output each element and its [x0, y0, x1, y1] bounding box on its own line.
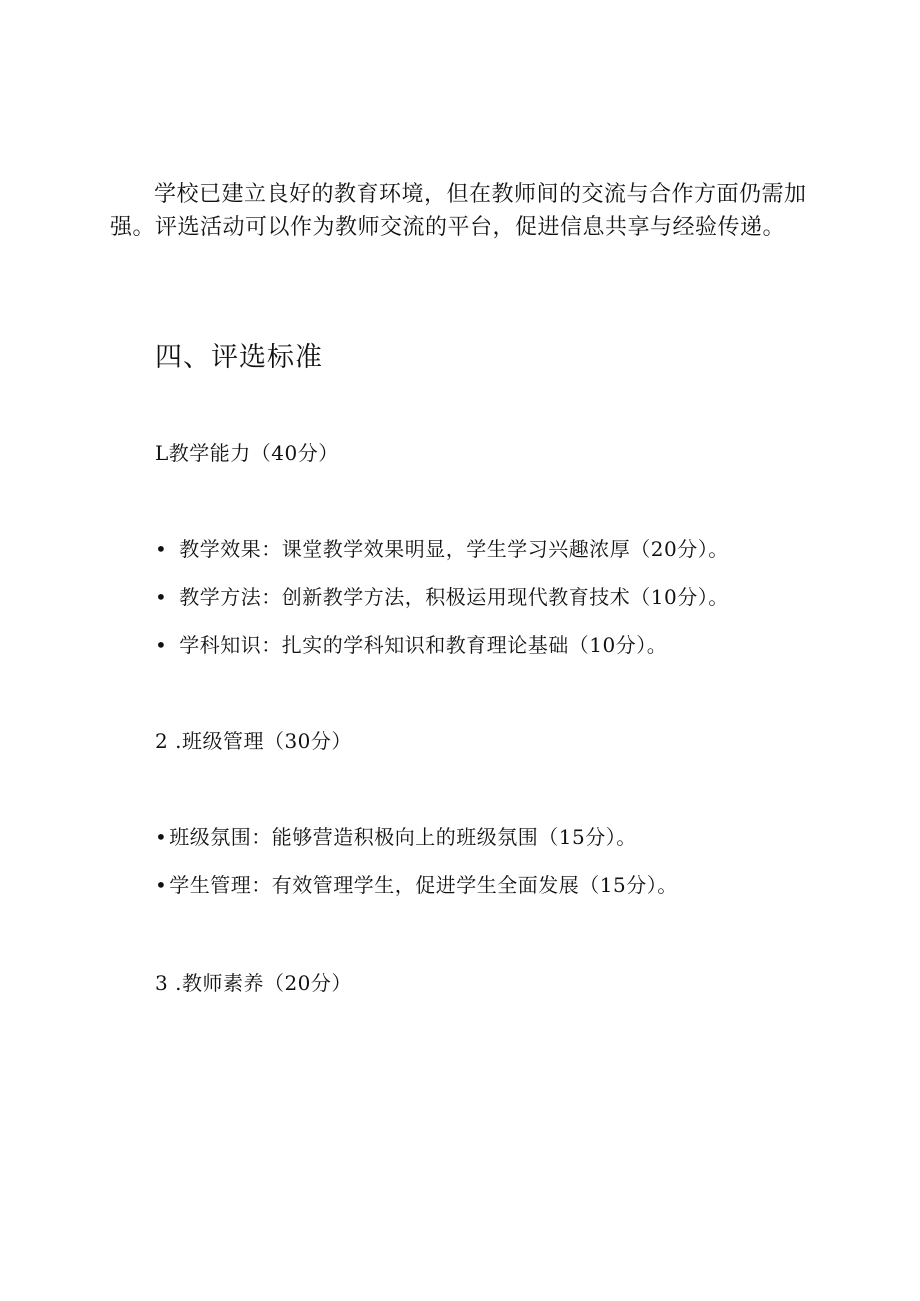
criterion-3-title: 3 .教师素养（20分） [155, 971, 352, 995]
criterion-1-title: L教学能力（40分） [155, 441, 339, 465]
intro-paragraph: 学校已建立良好的教育环境，但在教师间的交流与合作方面仍需加强。评选活动可以作为教师交流的平台，促进信息共享与经验传递。 [110, 182, 807, 240]
bullet-text: 教学方法：创新教学方法，积极运用现代教育技术（10分）。 [179, 585, 729, 609]
bullet-icon: • [155, 537, 168, 561]
criterion-2-title: 2 .班级管理（30分） [155, 729, 352, 753]
criterion-1-bullet-3 [155, 630, 667, 660]
bullet-text: 学科知识：扎实的学科知识和教育理论基础（10分）。 [179, 633, 668, 657]
criterion-1-bullet-1 [155, 534, 729, 564]
bullet-icon: • [155, 825, 168, 849]
bullet-text: 教学效果：课堂教学效果明显，学生学习兴趣浓厚（20分）。 [179, 537, 729, 561]
bullet-icon: • [155, 585, 168, 609]
bullet-text: 班级氛围：能够营造积极向上的班级氛围（15分）。 [169, 825, 637, 849]
criterion-1-bullet-2 [155, 582, 729, 612]
bullet-text: 学生管理：有效管理学生，促进学生全面发展（15分）。 [169, 873, 678, 897]
criterion-2-bullet-2 [155, 870, 678, 900]
criterion-2-bullet-1 [155, 822, 637, 852]
bullet-icon: • [155, 873, 168, 897]
section-heading: 四、评选标准 [155, 342, 323, 373]
bullet-icon: • [155, 633, 168, 657]
